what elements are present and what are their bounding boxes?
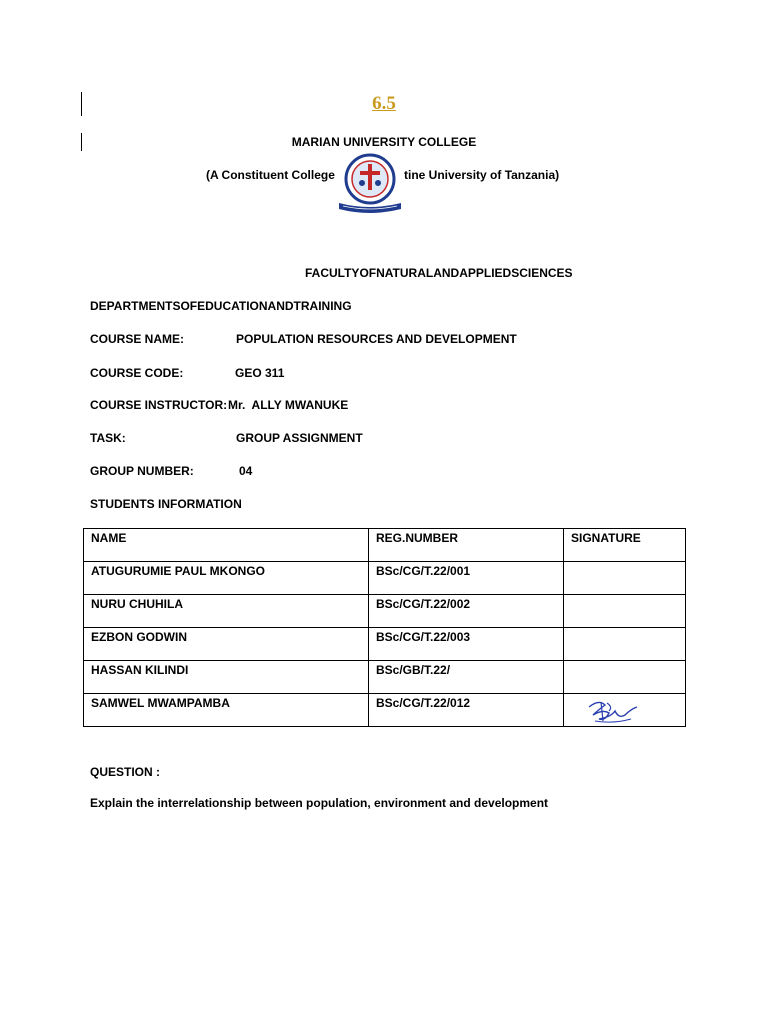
table-cell <box>84 562 369 595</box>
constituent-text-left: (A Constituent College <box>206 168 335 182</box>
student-name: ATUGURUMIE PAUL MKONGO <box>91 564 265 578</box>
signature-cell <box>564 595 686 628</box>
table-row <box>84 694 686 727</box>
student-signature <box>571 562 685 564</box>
table-header-cell <box>564 529 686 562</box>
course-code-label: COURSE CODE: <box>90 366 184 380</box>
header-reg-number: REG.NUMBER <box>376 531 459 545</box>
header-name: NAME <box>91 531 127 545</box>
table-row <box>84 661 686 694</box>
table-cell <box>84 628 369 661</box>
student-name: HASSAN KILINDI <box>91 663 189 677</box>
table-row <box>84 628 686 661</box>
group-number-label: GROUP NUMBER: <box>90 464 194 478</box>
table-cell <box>84 661 369 694</box>
signature-cell <box>564 628 686 661</box>
grade-mark: 6.5 <box>372 93 396 114</box>
table-cell <box>369 694 564 727</box>
department-line: DEPARTMENTSOFEDUCATIONANDTRAINING <box>90 299 352 313</box>
table-row <box>84 562 686 595</box>
student-signature <box>571 595 685 597</box>
header-signature: SIGNATURE <box>571 531 641 545</box>
table-cell <box>84 694 369 727</box>
question-text: Explain the interrelationship between population, environment and development <box>90 796 549 810</box>
signature-cell <box>564 661 686 694</box>
constituent-text-right: tine University of Tanzania) <box>404 168 560 182</box>
signature-cell <box>564 694 686 727</box>
signature-cell <box>564 562 686 595</box>
table-cell <box>369 595 564 628</box>
course-name-label: COURSE NAME: <box>90 332 185 346</box>
university-name: MARIAN UNIVERSITY COLLEGE <box>291 135 477 149</box>
question-label: QUESTION : <box>90 765 161 779</box>
student-name: EZBON GODWIN <box>91 630 187 644</box>
task-value: GROUP ASSIGNMENT <box>236 431 363 445</box>
table-header-cell <box>84 529 369 562</box>
students-heading: STUDENTS INFORMATION <box>90 497 242 511</box>
group-number-value: 04 <box>239 464 253 478</box>
students-table <box>83 528 686 727</box>
student-name: NURU CHUHILA <box>91 597 183 611</box>
table-cell <box>369 628 564 661</box>
table-row <box>84 595 686 628</box>
student-name: SAMWEL MWAMPAMBA <box>91 696 230 710</box>
instructor-value: Mr. ALLY MWANUKE <box>228 398 349 412</box>
table-header-cell <box>369 529 564 562</box>
table-header-row <box>84 529 686 562</box>
table-cell <box>369 661 564 694</box>
student-reg: BSc/CG/T.22/002 <box>376 597 471 611</box>
university-logo <box>335 153 405 215</box>
student-reg: BSc/CG/T.22/012 <box>376 696 471 710</box>
table-cell <box>369 562 564 595</box>
faculty-line: FACULTYOFNATURALANDAPPLIEDSCIENCES <box>305 266 573 280</box>
student-reg: BSc/CG/T.22/001 <box>376 564 471 578</box>
course-name-value: POPULATION RESOURCES AND DEVELOPMENT <box>236 332 517 346</box>
instructor-label: COURSE INSTRUCTOR: <box>90 398 228 412</box>
student-signature <box>571 628 685 630</box>
table-cell <box>84 595 369 628</box>
course-code-value: GEO 311 <box>235 366 285 380</box>
student-reg: BSc/GB/T.22/ <box>376 663 451 677</box>
student-reg: BSc/CG/T.22/003 <box>376 630 471 644</box>
task-label: TASK: <box>90 431 126 445</box>
handwritten-signature <box>585 697 641 725</box>
student-signature <box>571 661 685 663</box>
